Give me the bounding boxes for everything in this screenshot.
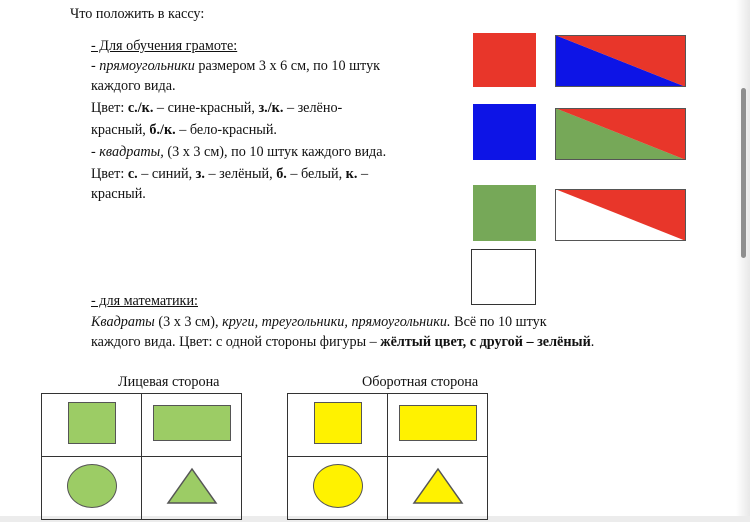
abbr-red: к. <box>345 166 358 182</box>
blue-red-rectangle <box>555 35 686 87</box>
color-label: Цвет: <box>91 100 128 116</box>
front-cell-triangle <box>142 457 242 520</box>
color-label-2: Цвет: <box>91 166 128 182</box>
front-side-caption: Лицевая сторона <box>118 374 220 390</box>
front-side-table <box>41 393 242 520</box>
abbr-blue: с. <box>127 166 138 182</box>
abbr-white: б. <box>276 166 287 182</box>
green-math-triangle <box>166 467 218 505</box>
squares-term: - квадраты, <box>91 144 164 160</box>
text-green-red: – зелёно- <box>283 100 343 116</box>
literacy-line-5 <box>91 142 386 162</box>
yellow-math-circle <box>313 464 363 508</box>
back-cell-square <box>288 394 388 457</box>
literacy-line-1 <box>91 56 380 76</box>
front-cell-rectangle <box>142 394 242 457</box>
scrollbar[interactable] <box>741 88 746 258</box>
yellow-math-rectangle <box>399 405 477 441</box>
math-shapes-terms: круги, треугольники, прямоугольники. <box>222 314 451 330</box>
text-blue-red: – сине-красный, <box>153 100 259 116</box>
white-square <box>471 249 536 305</box>
green-red-rectangle <box>555 108 686 160</box>
literacy-line-2: каждого вида. <box>91 78 176 94</box>
literacy-line-7: красный. <box>91 186 146 202</box>
back-side-caption: Оборотная сторона <box>362 374 479 390</box>
literacy-line-6 <box>91 164 368 184</box>
back-cell-circle <box>288 457 388 520</box>
text-red: красный, <box>91 122 150 138</box>
abbr-green-red: з./к. <box>258 100 284 116</box>
front-cell-circle <box>42 457 142 520</box>
abbr-white-red: б./к. <box>149 122 176 138</box>
green-math-square <box>68 402 116 444</box>
text-dash: – <box>357 166 369 182</box>
literacy-line-3 <box>91 98 342 118</box>
green-math-rectangle <box>153 405 231 441</box>
page-edge-shadow <box>736 0 750 522</box>
math-count-text: Всё по 10 штук <box>450 314 547 330</box>
page-heading: Что положить в кассу: <box>70 6 205 22</box>
abbr-blue-red: с./к. <box>127 100 154 116</box>
green-square <box>473 185 536 241</box>
yellow-math-square <box>314 402 362 444</box>
math-title: - для математики: <box>91 293 198 309</box>
math-line-2 <box>91 332 594 352</box>
math-period: . <box>590 334 595 350</box>
math-line-1 <box>91 312 547 332</box>
math-color-text: каждого вида. Цвет: с одной стороны фигуры – <box>91 334 381 350</box>
literacy-line-4 <box>91 120 277 140</box>
back-cell-rectangle <box>388 394 488 457</box>
white-red-rectangle <box>555 189 686 241</box>
back-cell-triangle <box>388 457 488 520</box>
literacy-title: - Для обучения грамоте: <box>91 38 238 54</box>
front-cell-square <box>42 394 142 457</box>
literacy-line-5-text: (3 х 3 см), по 10 штук каждого вида. <box>163 144 387 160</box>
abbr-green: з. <box>195 166 205 182</box>
red-square <box>473 33 536 87</box>
text-white: – белый, <box>286 166 346 182</box>
text-white-red: – бело-красный. <box>175 122 277 138</box>
rectangles-term: - прямоугольники <box>91 58 195 74</box>
blue-square <box>473 104 536 160</box>
back-side-table <box>287 393 488 520</box>
math-squares-term: Квадраты <box>91 314 155 330</box>
yellow-math-triangle <box>412 467 464 505</box>
text-blue: – синий, <box>137 166 196 182</box>
literacy-line-1-text: размером 3 х 6 см, по 10 штук <box>194 58 381 74</box>
math-color-bold: жёлтый цвет, с другой – зелёный <box>380 334 591 350</box>
text-green: – зелёный, <box>204 166 277 182</box>
math-squares-size: (3 х 3 см), <box>154 314 223 330</box>
green-math-circle <box>67 464 117 508</box>
